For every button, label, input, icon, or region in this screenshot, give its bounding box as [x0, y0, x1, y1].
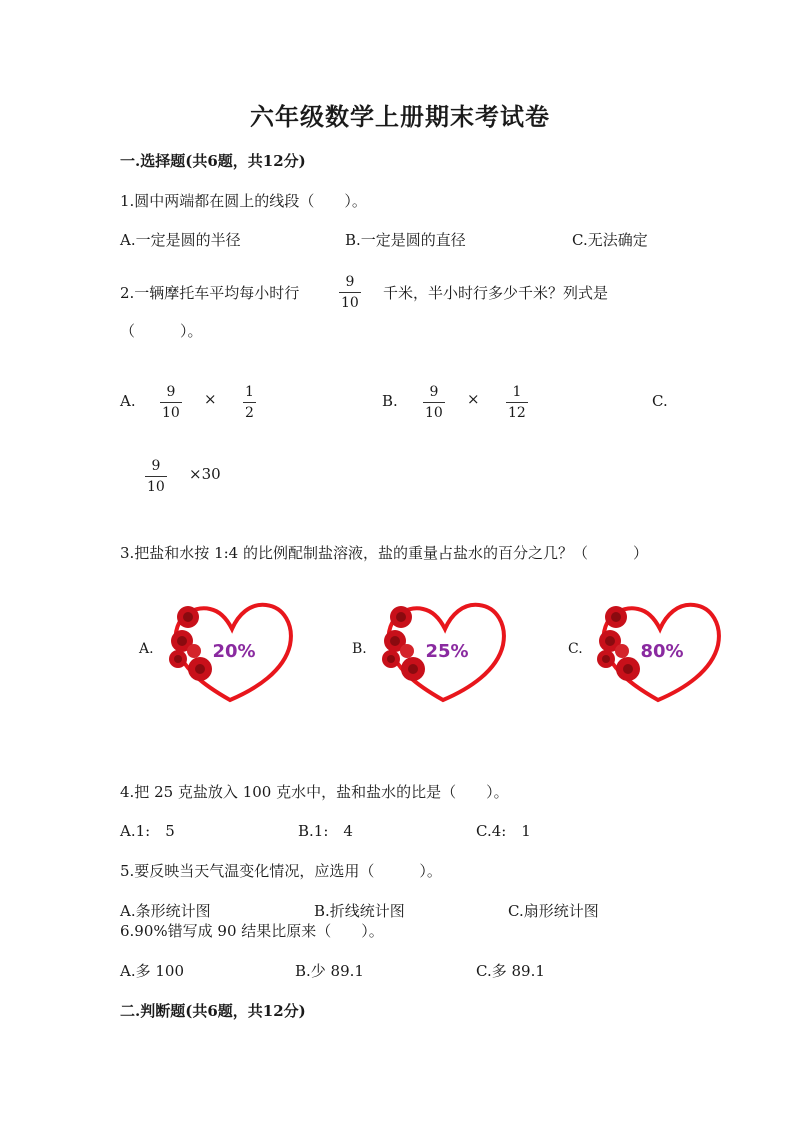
q2-option-c-label: C.: [652, 392, 668, 410]
q3-option-a-heart-image: [152, 597, 312, 707]
fraction-numerator: 1: [245, 384, 254, 400]
q4-option-b: B.1: 4: [298, 822, 353, 840]
q2-option-a-label: A.: [120, 392, 136, 410]
q3-option-c-heart-image: [580, 597, 740, 707]
q1-option-b: B.一定是圆的直径: [345, 231, 466, 249]
q5-option-a: A.条形统计图: [120, 902, 211, 920]
fraction-denominator: 2: [245, 405, 254, 421]
q3-option-a-label: A.: [139, 641, 154, 657]
question-3: 3.把盐和水按 1:4 的比例配制盐溶液，盐的重量占盐水的百分之几？（ ）: [120, 544, 648, 562]
q2-option-a-operator: ×: [204, 390, 217, 408]
fraction-numerator: 9: [345, 274, 355, 290]
question-6: 6.90%错写成 90 结果比原来（ ）。: [120, 922, 384, 940]
q5-option-c: C.扇形统计图: [508, 902, 599, 920]
fraction-numerator: 9: [166, 384, 176, 400]
q2-fraction: [339, 275, 361, 310]
flower-cluster-icon: [597, 606, 640, 681]
fraction-denominator: 10: [147, 479, 165, 495]
fraction-denominator: 10: [341, 295, 359, 311]
fraction-denominator: 10: [425, 405, 443, 421]
heart-value-text: 20%: [212, 641, 256, 662]
fraction-numerator: 9: [151, 458, 161, 474]
q1-option-c: C.无法确定: [572, 231, 648, 249]
q2-option-a-fraction-1: [160, 385, 182, 420]
question-2-text-after: 千米，半小时行多少千米？列式是: [383, 284, 609, 302]
q4-option-a: A.1: 5: [120, 822, 175, 840]
q3-option-b-label: B.: [352, 641, 367, 657]
q2-option-c-rest: ×30: [189, 465, 221, 483]
section-heading-choice: 一.选择题(共6题，共12分): [120, 152, 306, 170]
q2-option-b-operator: ×: [467, 390, 480, 408]
q6-option-b: B.少 89.1: [295, 962, 364, 980]
q3-option-b-heart-image: [365, 597, 525, 707]
q6-option-c: C.多 89.1: [476, 962, 545, 980]
page-title: 六年级数学上册期末考试卷: [250, 102, 550, 131]
q1-option-a: A.一定是圆的半径: [120, 231, 241, 249]
q2-option-a-fraction-2: [243, 385, 256, 420]
q4-option-c: C.4: 1: [476, 822, 531, 840]
q6-option-a: A.多 100: [120, 962, 184, 980]
q2-option-b-fraction-2: [506, 385, 528, 420]
question-1: 1.圆中两端都在圆上的线段（ ）。: [120, 192, 367, 210]
heart-value-text: 80%: [640, 641, 684, 662]
fraction-denominator: 10: [162, 405, 180, 421]
flower-cluster-icon: [382, 606, 425, 681]
section-heading-judgment: 二.判断题(共6题，共12分): [120, 1002, 306, 1020]
question-5: 5.要反映当天气温变化情况，应选用（ ）。: [120, 862, 442, 880]
question-2-blank: （ ）。: [120, 322, 203, 340]
q2-option-b-label: B.: [382, 392, 398, 410]
fraction-denominator: 12: [508, 405, 526, 421]
q3-option-c-label: C.: [568, 641, 583, 657]
question-4: 4.把 25 克盐放入 100 克水中，盐和盐水的比是（ ）。: [120, 783, 509, 801]
fraction-numerator: 1: [512, 384, 522, 400]
question-2-text-before: 2.一辆摩托车平均每小时行: [120, 284, 300, 302]
flower-cluster-icon: [169, 606, 212, 681]
heart-value-text: 25%: [425, 641, 469, 662]
q5-option-b: B.折线统计图: [314, 902, 405, 920]
fraction-numerator: 9: [429, 384, 439, 400]
q2-option-b-fraction-1: [423, 385, 445, 420]
q2-option-c-fraction: [145, 459, 167, 494]
